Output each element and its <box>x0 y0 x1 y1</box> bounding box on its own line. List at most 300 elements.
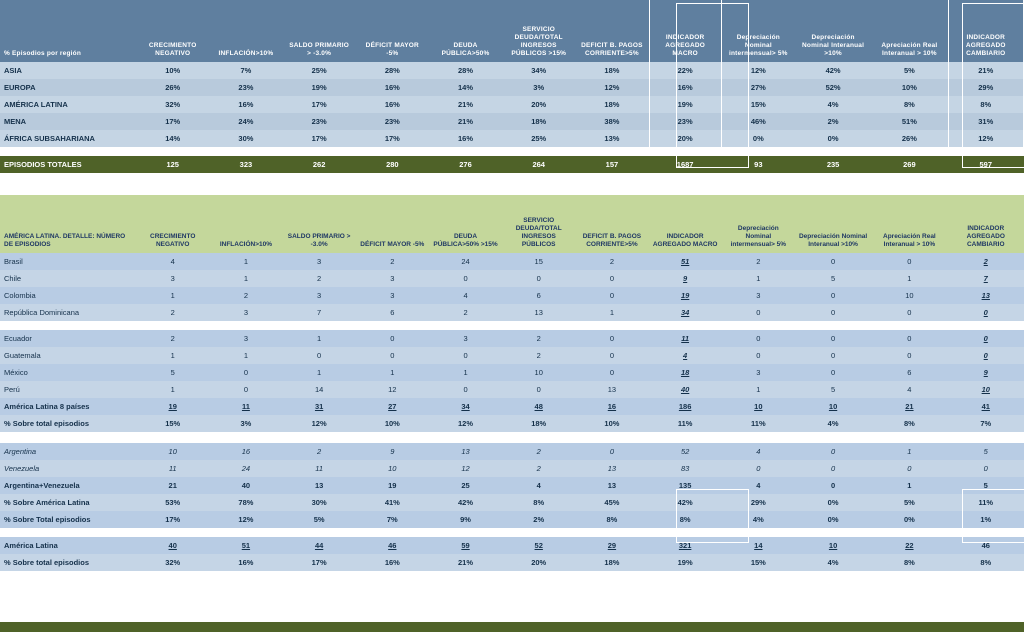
cell: 0 <box>356 347 429 364</box>
cell: 1 <box>136 287 209 304</box>
cell: 0 <box>722 330 795 347</box>
cell: 0 <box>502 381 575 398</box>
cell: 13 <box>575 477 648 494</box>
cell-indicador-cambiario: 0 <box>948 347 1024 364</box>
cell: 2 <box>356 253 429 270</box>
cell: 40 <box>136 537 209 554</box>
row-label: República Dominicana <box>0 304 136 321</box>
cell: 13 <box>575 460 648 477</box>
row-label: % Sobre total episodios <box>0 554 136 571</box>
cell: 2 <box>136 304 209 321</box>
cell: 21% <box>429 554 502 571</box>
cell: 21% <box>429 113 502 130</box>
cell: 34 <box>429 398 502 415</box>
row-label: Colombia <box>0 287 136 304</box>
cell: 46 <box>356 537 429 554</box>
column-header-depreciacion-intermensual: Depreciación Nominal intermensual> 5% <box>722 195 795 253</box>
cell: 16% <box>356 554 429 571</box>
cell-indicador-cambiario: 9 <box>948 364 1024 381</box>
cell: 1 <box>871 477 947 494</box>
totals-cell: 264 <box>502 156 575 173</box>
cell-indicador-macro: 51 <box>649 253 722 270</box>
cell: 4% <box>722 511 795 528</box>
cell: 0% <box>722 130 795 147</box>
cell-indicador-macro: 19% <box>649 96 722 113</box>
table-row <box>0 96 1024 113</box>
cell: 0 <box>575 347 648 364</box>
cell-indicador-cambiario: 5 <box>948 477 1024 494</box>
cell: 13 <box>429 443 502 460</box>
cell-indicador-cambiario: 31% <box>948 113 1024 130</box>
totals-cell: 157 <box>575 156 648 173</box>
spacer-row <box>0 173 1024 195</box>
table-row <box>0 130 1024 147</box>
cell: 16% <box>429 130 502 147</box>
cell-indicador-cambiario: 12% <box>948 130 1024 147</box>
cell: 1 <box>209 347 282 364</box>
cell: 25% <box>283 62 356 79</box>
table-header-row <box>0 0 1024 62</box>
totals-cell: 323 <box>209 156 282 173</box>
cell: 34% <box>502 62 575 79</box>
cell: 21% <box>429 96 502 113</box>
cell: 19 <box>356 477 429 494</box>
cell: 51% <box>871 113 947 130</box>
cell-indicador-cambiario: 29% <box>948 79 1024 96</box>
cell: 30% <box>283 494 356 511</box>
cell: 42% <box>795 62 871 79</box>
row-label: EUROPA <box>0 79 136 96</box>
cell: 18% <box>575 62 648 79</box>
cell: 8% <box>871 554 947 571</box>
cell: 2 <box>136 330 209 347</box>
spacer-row <box>0 321 1024 330</box>
cell: 11% <box>722 415 795 432</box>
totals-row <box>0 156 1024 173</box>
cell: 0 <box>871 347 947 364</box>
cell: 14 <box>722 537 795 554</box>
cell: 0% <box>795 494 871 511</box>
cell: 27 <box>356 398 429 415</box>
cell: 4 <box>871 381 947 398</box>
cell: 10% <box>356 415 429 432</box>
cell: 9 <box>356 443 429 460</box>
cell: 1 <box>283 364 356 381</box>
cell: 17% <box>283 554 356 571</box>
cell: 0 <box>722 460 795 477</box>
cell: 1 <box>209 270 282 287</box>
cell: 16% <box>209 554 282 571</box>
table-row-subtotal <box>0 477 1024 494</box>
cell: 8% <box>502 494 575 511</box>
cell: 0 <box>722 304 795 321</box>
totals-cell: 125 <box>136 156 209 173</box>
table-row <box>0 381 1024 398</box>
cell: 3% <box>209 415 282 432</box>
cell: 4 <box>136 253 209 270</box>
cell-indicador-cambiario: 0 <box>948 330 1024 347</box>
cell: 3 <box>429 330 502 347</box>
cell: 24% <box>209 113 282 130</box>
cell: 12 <box>356 381 429 398</box>
cell-indicador-macro: 22% <box>649 62 722 79</box>
column-header-depreciacion-intermensual: Depreciación Nominal intermensual> 5% <box>722 0 795 62</box>
highlight-box-indicador-macro-total <box>676 584 749 621</box>
cell-indicador-macro: 16% <box>649 79 722 96</box>
cell: 10% <box>136 62 209 79</box>
cell: 32% <box>136 96 209 113</box>
row-label: MENA <box>0 113 136 130</box>
cell-indicador-macro: 18 <box>649 364 722 381</box>
cell: 17% <box>356 130 429 147</box>
cell: 16 <box>209 443 282 460</box>
cell: 32% <box>136 554 209 571</box>
cell-indicador-cambiario: 8% <box>948 554 1024 571</box>
row-label: ASIA <box>0 62 136 79</box>
cell: 0 <box>795 460 871 477</box>
cell: 38% <box>575 113 648 130</box>
table-row <box>0 113 1024 130</box>
cell: 8% <box>871 415 947 432</box>
cell: 3 <box>209 330 282 347</box>
cell-indicador-cambiario: 0 <box>948 304 1024 321</box>
cell: 78% <box>209 494 282 511</box>
cell: 1 <box>356 364 429 381</box>
cell: 10 <box>722 398 795 415</box>
cell: 1 <box>136 381 209 398</box>
cell: 16% <box>356 96 429 113</box>
row-label: % Sobre total episodios <box>0 415 136 432</box>
table-row <box>0 62 1024 79</box>
cell: 5% <box>871 62 947 79</box>
cell-indicador-macro: 19 <box>649 287 722 304</box>
table-row <box>0 270 1024 287</box>
cell: 10 <box>136 443 209 460</box>
cell: 0 <box>209 381 282 398</box>
row-label: Argentina <box>0 443 136 460</box>
cell: 0 <box>871 304 947 321</box>
cell-indicador-macro: 52 <box>649 443 722 460</box>
cell: 1 <box>871 270 947 287</box>
cell-indicador-cambiario: 11% <box>948 494 1024 511</box>
cell: 20% <box>502 554 575 571</box>
cell: 5 <box>136 364 209 381</box>
column-header-detalle: AMÉRICA LATINA. DETALLE: NÚMERO DE EPISODIOS <box>0 195 136 253</box>
cell: 17% <box>283 130 356 147</box>
cell-indicador-cambiario: 1% <box>948 511 1024 528</box>
cell: 4 <box>502 477 575 494</box>
cell: 53% <box>136 494 209 511</box>
cell: 27% <box>722 79 795 96</box>
cell: 18% <box>502 113 575 130</box>
cell: 1 <box>722 270 795 287</box>
cell: 44 <box>283 537 356 554</box>
cell-indicador-macro: 8% <box>649 511 722 528</box>
table-row-percent <box>0 511 1024 528</box>
cell-indicador-macro: 23% <box>649 113 722 130</box>
cell: 16 <box>575 398 648 415</box>
cell: 4% <box>795 96 871 113</box>
cell: 25 <box>429 477 502 494</box>
cell: 22 <box>871 537 947 554</box>
cell-indicador-cambiario: 5 <box>948 443 1024 460</box>
cell: 14% <box>429 79 502 96</box>
row-label: % Sobre Total episodios <box>0 511 136 528</box>
cell: 3 <box>356 270 429 287</box>
cell: 0% <box>795 511 871 528</box>
cell: 13 <box>502 304 575 321</box>
totals-cell: 280 <box>356 156 429 173</box>
column-header-indicador-agregado-cambiario: INDICADOR AGREGADO CAMBIARIO <box>948 0 1024 62</box>
cell: 16% <box>356 79 429 96</box>
totals-label: EPISODIOS TOTALES <box>0 156 136 173</box>
cell: 2 <box>283 443 356 460</box>
cell: 2% <box>795 113 871 130</box>
cell: 10 <box>356 460 429 477</box>
cell: 31 <box>283 398 356 415</box>
cell-indicador-macro: 9 <box>649 270 722 287</box>
row-label: Ecuador <box>0 330 136 347</box>
cell: 18% <box>575 554 648 571</box>
cell: 0 <box>871 253 947 270</box>
row-label: México <box>0 364 136 381</box>
cell: 5 <box>795 381 871 398</box>
cell: 0 <box>795 330 871 347</box>
column-header-deuda-publica: DEUDA PÚBLICA>50% <box>429 0 502 62</box>
cell: 17% <box>283 96 356 113</box>
cell: 4 <box>722 477 795 494</box>
cell: 17% <box>136 113 209 130</box>
column-header-region: % Episodios por región <box>0 0 136 62</box>
cell-indicador-cambiario: 0 <box>948 460 1024 477</box>
cell: 2 <box>283 270 356 287</box>
spacer-row <box>0 432 1024 443</box>
cell: 26% <box>136 79 209 96</box>
column-header-deficit-bpagos: DEFICIT B. PAGOS CORRIENTE>5% <box>575 195 648 253</box>
cell: 2 <box>502 330 575 347</box>
row-label: AMÉRICA LATINA <box>0 96 136 113</box>
cell-indicador-macro: 83 <box>649 460 722 477</box>
cell: 2 <box>429 304 502 321</box>
row-label: Venezuela <box>0 460 136 477</box>
table-row <box>0 79 1024 96</box>
spacer-row <box>0 528 1024 537</box>
totals-cell: 1687 <box>649 156 722 173</box>
cell: 12% <box>209 511 282 528</box>
column-header-inflacion: INFLACIÓN>10% <box>209 195 282 253</box>
cell: 28% <box>356 62 429 79</box>
cell: 0 <box>795 287 871 304</box>
column-header-depreciacion-interanual: Depreciación Nominal Interanual >10% <box>795 0 871 62</box>
row-label: Brasil <box>0 253 136 270</box>
cell: 0 <box>356 330 429 347</box>
cell: 24 <box>209 460 282 477</box>
table-row <box>0 304 1024 321</box>
cell: 0 <box>575 287 648 304</box>
cell: 17% <box>136 511 209 528</box>
cell: 3% <box>502 79 575 96</box>
column-header-apreciacion-real: Apreciación Real Interanual > 10% <box>871 195 947 253</box>
cell: 0 <box>722 347 795 364</box>
totals-cell: 93 <box>722 156 795 173</box>
cell: 5% <box>871 494 947 511</box>
cell: 19% <box>283 79 356 96</box>
column-header-inflacion: INFLACIÓN>10% <box>209 0 282 62</box>
cell: 9% <box>429 511 502 528</box>
cell: 18% <box>502 415 575 432</box>
row-label: ÁFRICA SUBSAHARIANA <box>0 130 136 147</box>
cell: 48 <box>502 398 575 415</box>
cell: 4 <box>722 443 795 460</box>
cell-indicador-macro: 4 <box>649 347 722 364</box>
cell: 12 <box>429 460 502 477</box>
cell-indicador-macro: 135 <box>649 477 722 494</box>
cell: 18% <box>575 96 648 113</box>
cell: 0 <box>795 364 871 381</box>
cell: 1 <box>575 304 648 321</box>
cell: 10 <box>871 287 947 304</box>
cell: 29% <box>722 494 795 511</box>
cell: 10% <box>575 415 648 432</box>
cell: 41% <box>356 494 429 511</box>
cell: 0 <box>575 330 648 347</box>
cell: 14% <box>136 130 209 147</box>
cell: 40 <box>209 477 282 494</box>
table-row-subtotal <box>0 398 1024 415</box>
totals-cell: 276 <box>429 156 502 173</box>
cell: 10 <box>502 364 575 381</box>
column-header-crecimiento-negativo: CRECIMIENTO NEGATIVO <box>136 0 209 62</box>
cell: 46% <box>722 113 795 130</box>
cell: 0 <box>283 347 356 364</box>
cell: 1 <box>871 443 947 460</box>
cell: 2 <box>575 253 648 270</box>
cell: 0 <box>575 270 648 287</box>
cell-indicador-macro: 11% <box>649 415 722 432</box>
column-header-saldo-primario: SALDO PRIMARIO > -3.0% <box>283 195 356 253</box>
table-row <box>0 443 1024 460</box>
cell: 0% <box>871 511 947 528</box>
column-header-crecimiento-negativo: CRECIMIENTO NEGATIVO <box>136 195 209 253</box>
cell: 14 <box>283 381 356 398</box>
cell: 3 <box>136 270 209 287</box>
cell-indicador-macro: 19% <box>649 554 722 571</box>
column-header-servicio-deuda: SERVICIO DEUDA/TOTAL INGRESOS PÚBLICOS <box>502 195 575 253</box>
row-label: Argentina+Venezuela <box>0 477 136 494</box>
cell: 6 <box>356 304 429 321</box>
cell: 21 <box>136 477 209 494</box>
cell: 10 <box>795 398 871 415</box>
totals-cell: 597 <box>948 156 1024 173</box>
cell: 15% <box>722 96 795 113</box>
cell: 0 <box>502 270 575 287</box>
column-header-indicador-agregado-macro: INDICADOR AGREGADO MACRO <box>649 195 722 253</box>
cell: 52% <box>795 79 871 96</box>
cell: 26% <box>871 130 947 147</box>
regional-episodes-table <box>0 0 1024 195</box>
cell: 11 <box>283 460 356 477</box>
column-header-apreciacion-real: Apreciación Real Interanual > 10% <box>871 0 947 62</box>
cell: 6 <box>502 287 575 304</box>
table-row-percent <box>0 415 1024 432</box>
cell: 4% <box>795 554 871 571</box>
cell: 0 <box>575 443 648 460</box>
column-header-indicador-agregado-cambiario: INDICADOR AGREGADO CAMBIARIO <box>948 195 1024 253</box>
cell: 29 <box>575 537 648 554</box>
cell: 21 <box>871 398 947 415</box>
spacer-row <box>0 147 1024 156</box>
bottom-green-strip <box>0 622 1024 632</box>
cell: 11 <box>136 460 209 477</box>
cell: 2 <box>502 347 575 364</box>
cell: 0 <box>795 443 871 460</box>
cell: 51 <box>209 537 282 554</box>
cell: 4% <box>795 415 871 432</box>
cell-indicador-cambiario: 46 <box>948 537 1024 554</box>
cell: 0 <box>871 330 947 347</box>
cell: 1 <box>722 381 795 398</box>
column-header-deficit-mayor: DÉFICIT MAYOR -5% <box>356 195 429 253</box>
cell-indicador-cambiario: 41 <box>948 398 1024 415</box>
cell: 15% <box>136 415 209 432</box>
row-label: Chile <box>0 270 136 287</box>
cell: 2 <box>722 253 795 270</box>
cell: 15% <box>722 554 795 571</box>
cell: 12% <box>575 79 648 96</box>
cell: 7 <box>283 304 356 321</box>
column-header-deficit-mayor: DÉFICIT MAYOR -5% <box>356 0 429 62</box>
cell: 3 <box>209 304 282 321</box>
cell-indicador-macro: 40 <box>649 381 722 398</box>
totals-cell: 235 <box>795 156 871 173</box>
cell: 52 <box>502 537 575 554</box>
column-header-deuda-publica: DEUDA PÚBLICA>50% >15% <box>429 195 502 253</box>
cell: 0 <box>795 347 871 364</box>
totals-cell: 269 <box>871 156 947 173</box>
row-label: % Sobre América Latina <box>0 494 136 511</box>
cell: 1 <box>136 347 209 364</box>
row-label: Perú <box>0 381 136 398</box>
table-row-percent <box>0 494 1024 511</box>
cell: 13 <box>283 477 356 494</box>
cell: 0 <box>429 347 502 364</box>
column-header-deficit-bpagos: DEFICIT B. PAGOS CORRIENTE>5% <box>575 0 648 62</box>
table-row-total <box>0 537 1024 554</box>
table-header-row <box>0 195 1024 253</box>
cell-indicador-cambiario: 7 <box>948 270 1024 287</box>
cell: 10% <box>871 79 947 96</box>
cell: 0 <box>795 304 871 321</box>
cell: 7% <box>209 62 282 79</box>
cell: 0 <box>795 477 871 494</box>
row-label: Guatemala <box>0 347 136 364</box>
cell-indicador-macro: 186 <box>649 398 722 415</box>
cell-indicador-cambiario: 10 <box>948 381 1024 398</box>
column-header-saldo-primario: SALDO PRIMARIO > -3.0% <box>283 0 356 62</box>
cell: 4 <box>429 287 502 304</box>
cell: 5 <box>795 270 871 287</box>
cell-indicador-cambiario: 8% <box>948 96 1024 113</box>
row-label: América Latina <box>0 537 136 554</box>
column-header-servicio-deuda: SERVICIO DEUDA/TOTAL INGRESOS PÚBLICOS >15% <box>502 0 575 62</box>
table-row <box>0 364 1024 381</box>
cell-indicador-macro: 42% <box>649 494 722 511</box>
cell: 3 <box>722 287 795 304</box>
cell: 25% <box>502 130 575 147</box>
cell: 28% <box>429 62 502 79</box>
cell: 0 <box>795 253 871 270</box>
column-header-depreciacion-interanual: Depreciación Nominal Interanual >10% <box>795 195 871 253</box>
